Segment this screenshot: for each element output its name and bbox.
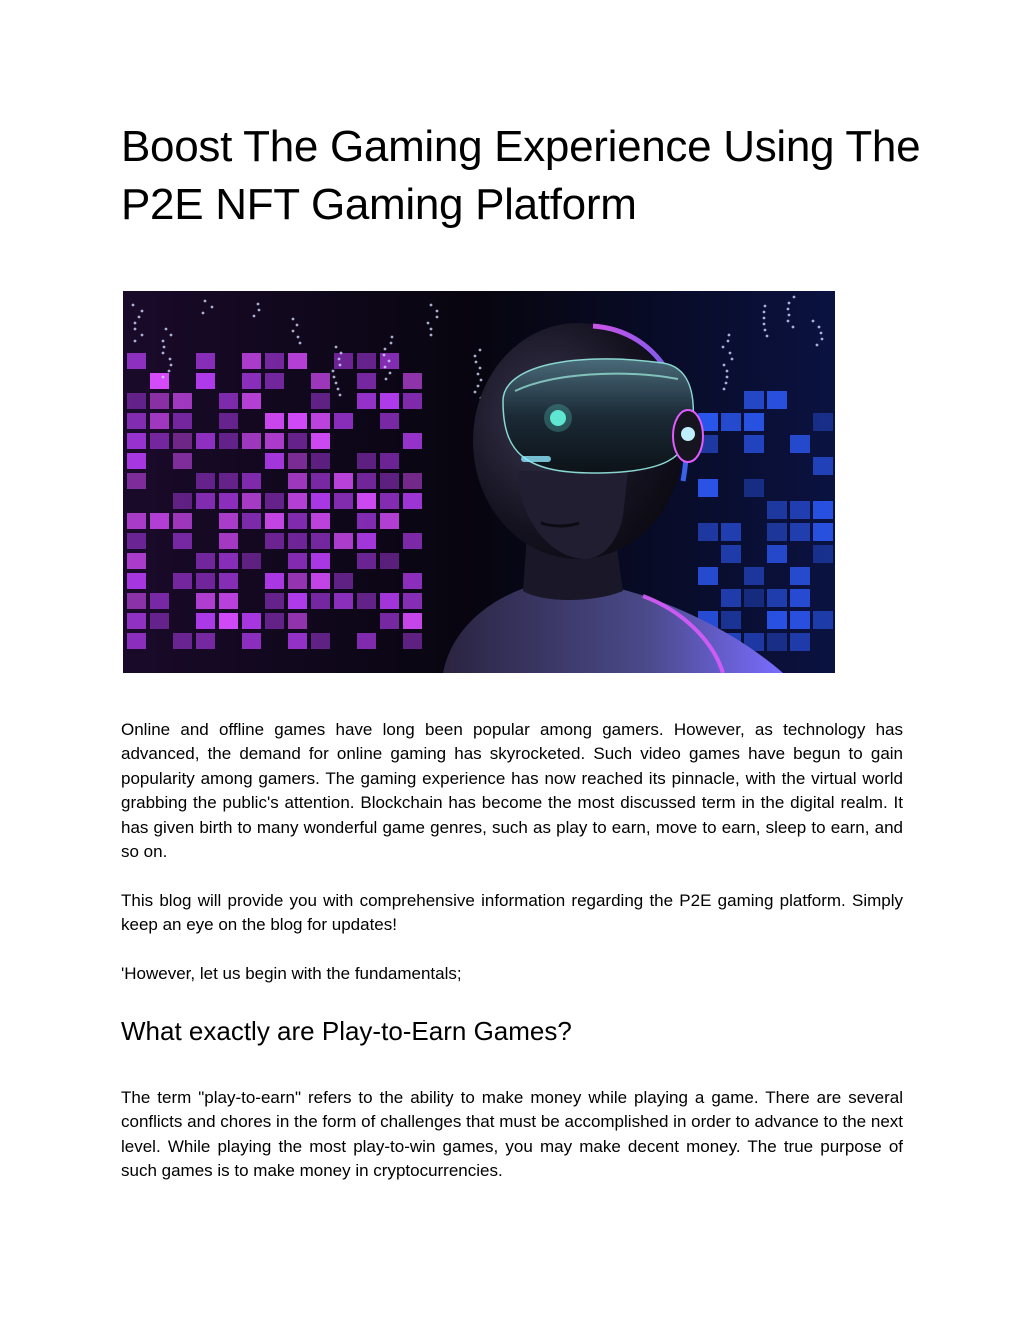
purple-block bbox=[334, 353, 353, 369]
purple-block bbox=[403, 633, 422, 649]
purple-block bbox=[357, 473, 376, 489]
purple-block bbox=[242, 353, 261, 369]
data-dot bbox=[480, 379, 483, 382]
purple-block bbox=[357, 353, 376, 369]
data-dot bbox=[384, 366, 387, 369]
purple-block bbox=[173, 633, 192, 649]
purple-block bbox=[288, 433, 307, 449]
purple-block bbox=[380, 473, 399, 489]
data-dot bbox=[787, 320, 790, 323]
data-dot bbox=[138, 316, 141, 319]
transition-paragraph: 'However, let us begin with the fundamentals; bbox=[121, 964, 462, 983]
purple-block bbox=[265, 533, 284, 549]
blue-block bbox=[813, 501, 833, 519]
purple-block bbox=[265, 593, 284, 609]
data-dot bbox=[474, 355, 477, 358]
purple-block bbox=[242, 473, 261, 489]
data-dot bbox=[788, 302, 791, 305]
data-dot bbox=[391, 336, 394, 339]
purple-block bbox=[403, 433, 422, 449]
purple-block bbox=[357, 553, 376, 569]
purple-block bbox=[311, 433, 330, 449]
data-dot bbox=[388, 360, 391, 363]
data-dot bbox=[383, 354, 386, 357]
purple-block bbox=[127, 533, 146, 549]
purple-block bbox=[311, 513, 330, 529]
purple-block bbox=[127, 413, 146, 429]
purple-block bbox=[265, 373, 284, 389]
data-dot bbox=[204, 300, 207, 303]
data-dot bbox=[818, 326, 821, 329]
blue-block bbox=[767, 589, 787, 607]
hero-image bbox=[123, 291, 835, 673]
data-dot bbox=[477, 385, 480, 388]
purple-block bbox=[196, 373, 215, 389]
purple-block bbox=[173, 433, 192, 449]
blue-block bbox=[813, 457, 833, 475]
purple-block bbox=[173, 393, 192, 409]
data-dot bbox=[340, 352, 343, 355]
purple-block bbox=[173, 493, 192, 509]
purple-block bbox=[196, 613, 215, 629]
purple-block bbox=[127, 473, 146, 489]
data-dot bbox=[763, 323, 766, 326]
data-dot bbox=[763, 311, 766, 314]
data-dot bbox=[296, 324, 299, 327]
purple-block bbox=[242, 613, 261, 629]
purple-block bbox=[288, 473, 307, 489]
data-dot bbox=[792, 326, 795, 329]
blue-block bbox=[813, 545, 833, 563]
purple-block bbox=[357, 533, 376, 549]
data-dot bbox=[427, 322, 430, 325]
purple-block bbox=[403, 373, 422, 389]
data-dot bbox=[339, 394, 342, 397]
purple-block bbox=[242, 433, 261, 449]
data-dot bbox=[766, 335, 769, 338]
purple-block bbox=[311, 413, 330, 429]
purple-block bbox=[150, 613, 169, 629]
purple-block bbox=[219, 493, 238, 509]
purple-block bbox=[334, 593, 353, 609]
data-dot bbox=[338, 358, 341, 361]
purple-block bbox=[403, 393, 422, 409]
purple-block bbox=[311, 553, 330, 569]
blue-block bbox=[813, 413, 833, 431]
purple-block bbox=[242, 373, 261, 389]
purple-block bbox=[127, 553, 146, 569]
blue-block bbox=[813, 523, 833, 541]
blue-block bbox=[790, 501, 810, 519]
blue-block bbox=[744, 589, 764, 607]
purple-block bbox=[265, 613, 284, 629]
data-dot bbox=[390, 342, 393, 345]
data-dot bbox=[134, 328, 137, 331]
data-dot bbox=[385, 378, 388, 381]
purple-block bbox=[196, 353, 215, 369]
data-dot bbox=[299, 342, 302, 345]
page-title: Boost The Gaming Experience Using The P2E NFT Gaming Platform bbox=[121, 122, 921, 229]
blue-block bbox=[790, 589, 810, 607]
data-dot bbox=[335, 382, 338, 385]
purple-block bbox=[127, 353, 146, 369]
purple-block bbox=[173, 513, 192, 529]
purple-block bbox=[173, 413, 192, 429]
purple-block bbox=[334, 493, 353, 509]
data-dot bbox=[430, 334, 433, 337]
data-dot bbox=[436, 310, 439, 313]
purple-block bbox=[150, 393, 169, 409]
purple-block bbox=[334, 533, 353, 549]
purple-block bbox=[288, 353, 307, 369]
blue-block bbox=[721, 589, 741, 607]
purple-block bbox=[219, 513, 238, 529]
purple-block bbox=[288, 453, 307, 469]
purple-block bbox=[380, 593, 399, 609]
purple-block bbox=[265, 353, 284, 369]
purple-block bbox=[219, 533, 238, 549]
purple-block bbox=[265, 493, 284, 509]
purple-block bbox=[380, 413, 399, 429]
purple-block bbox=[334, 413, 353, 429]
purple-block bbox=[127, 573, 146, 589]
data-dot bbox=[479, 367, 482, 370]
data-dot bbox=[821, 338, 824, 341]
purple-block bbox=[357, 393, 376, 409]
data-dot bbox=[339, 364, 342, 367]
blue-block bbox=[721, 523, 741, 541]
purple-block bbox=[196, 493, 215, 509]
purple-block bbox=[196, 433, 215, 449]
purple-block bbox=[127, 433, 146, 449]
data-dot bbox=[475, 361, 478, 364]
purple-block bbox=[219, 593, 238, 609]
data-dot bbox=[729, 352, 732, 355]
data-dot bbox=[162, 376, 165, 379]
purple-block bbox=[311, 473, 330, 489]
blue-block bbox=[698, 523, 718, 541]
data-dot bbox=[820, 332, 823, 335]
purple-block bbox=[265, 573, 284, 589]
purple-block bbox=[173, 453, 192, 469]
data-dot bbox=[726, 376, 729, 379]
purple-block bbox=[196, 473, 215, 489]
data-dot bbox=[132, 304, 135, 307]
data-dot bbox=[763, 317, 766, 320]
purple-block bbox=[311, 533, 330, 549]
purple-block bbox=[196, 593, 215, 609]
vr-headset-illustration bbox=[123, 291, 835, 673]
purple-block bbox=[173, 573, 192, 589]
purple-block bbox=[334, 573, 353, 589]
data-dot bbox=[788, 314, 791, 317]
data-dot bbox=[141, 310, 144, 313]
intro-paragraph: Online and offline games have long been popular among gamers. However, as technology has advanced, the demand for online gaming has skyrocketed. Such video games have begun to gain popularity among gamers. The gaming experience has now reached its pinnacle, with the virtual world grabbing the public's attention. Blockchain has become the most discussed term in the digital realm. It has given birth to many wonderful game genres, such as play to earn, move to earn, sleep to earn, and so on. bbox=[121, 720, 903, 862]
data-dot bbox=[141, 334, 144, 337]
purple-block bbox=[380, 393, 399, 409]
purple-block bbox=[311, 593, 330, 609]
purple-block bbox=[288, 573, 307, 589]
purple-block bbox=[242, 553, 261, 569]
purple-block bbox=[219, 553, 238, 569]
data-dot bbox=[787, 308, 790, 311]
purple-block bbox=[127, 613, 146, 629]
purple-block bbox=[219, 573, 238, 589]
data-dot bbox=[479, 349, 482, 352]
blue-block bbox=[721, 413, 741, 431]
purple-block bbox=[150, 593, 169, 609]
purple-block bbox=[127, 393, 146, 409]
purple-block bbox=[311, 393, 330, 409]
data-dot bbox=[816, 344, 819, 347]
data-dot bbox=[332, 370, 335, 373]
data-dot bbox=[731, 358, 734, 361]
data-dot bbox=[170, 364, 173, 367]
data-dot bbox=[165, 328, 168, 331]
purple-block bbox=[403, 493, 422, 509]
purple-block bbox=[150, 433, 169, 449]
data-dot bbox=[728, 334, 731, 337]
purple-block bbox=[173, 533, 192, 549]
data-dot bbox=[793, 296, 796, 299]
data-dot bbox=[297, 336, 300, 339]
blue-block bbox=[767, 501, 787, 519]
purple-block bbox=[242, 633, 261, 649]
data-dot bbox=[335, 346, 338, 349]
purple-block bbox=[311, 573, 330, 589]
blue-block bbox=[790, 435, 810, 453]
purple-block bbox=[265, 453, 284, 469]
purple-block bbox=[265, 433, 284, 449]
blue-block bbox=[767, 611, 787, 629]
purple-block bbox=[288, 493, 307, 509]
purple-block bbox=[403, 533, 422, 549]
data-dot bbox=[477, 373, 480, 376]
blue-block bbox=[767, 523, 787, 541]
purple-block bbox=[127, 453, 146, 469]
purple-block bbox=[127, 513, 146, 529]
purple-block bbox=[196, 573, 215, 589]
data-dot bbox=[764, 329, 767, 332]
data-dot bbox=[726, 370, 729, 373]
blue-block bbox=[744, 567, 764, 585]
data-dot bbox=[253, 315, 256, 318]
data-dot bbox=[292, 330, 295, 333]
data-dot bbox=[211, 306, 214, 309]
data-dot bbox=[727, 340, 730, 343]
purple-block bbox=[242, 493, 261, 509]
data-dot bbox=[430, 328, 433, 331]
purple-block bbox=[403, 573, 422, 589]
purple-block bbox=[380, 513, 399, 529]
purple-block bbox=[357, 373, 376, 389]
data-dot bbox=[134, 340, 137, 343]
blog-purpose-paragraph: This blog will provide you with comprehensive information regarding the P2E gaming platform. Simply keep an eye on the blog for updates! bbox=[121, 891, 903, 935]
purple-block bbox=[265, 413, 284, 429]
data-dot bbox=[292, 318, 295, 321]
purple-block bbox=[150, 373, 169, 389]
purple-block bbox=[380, 493, 399, 509]
data-dot bbox=[258, 309, 261, 312]
purple-block bbox=[311, 633, 330, 649]
section-paragraph: The term "play-to-earn" refers to the ability to make money while playing a game. There are several conflicts and chores in the form of challenges that must be accomplished in order to advance to the next level. While playing the most play-to-win games, you may make decent money. The true purpose of such games is to make money in cryptocurrencies. bbox=[121, 1088, 903, 1181]
purple-block bbox=[288, 513, 307, 529]
data-dot bbox=[337, 388, 340, 391]
data-dot bbox=[723, 388, 726, 391]
purple-block bbox=[403, 473, 422, 489]
data-dot bbox=[384, 348, 387, 351]
purple-block bbox=[357, 633, 376, 649]
data-dot bbox=[389, 372, 392, 375]
purple-block bbox=[127, 593, 146, 609]
purple-block bbox=[219, 473, 238, 489]
purple-block bbox=[380, 453, 399, 469]
data-dot bbox=[169, 358, 172, 361]
data-dot bbox=[163, 346, 166, 349]
purple-block bbox=[357, 493, 376, 509]
data-dot bbox=[436, 316, 439, 319]
data-dot bbox=[257, 303, 260, 306]
blue-block bbox=[744, 479, 764, 497]
blue-block bbox=[790, 567, 810, 585]
data-dot bbox=[333, 376, 336, 379]
purple-block bbox=[288, 633, 307, 649]
data-dot bbox=[474, 391, 477, 394]
purple-block bbox=[196, 553, 215, 569]
purple-block bbox=[380, 553, 399, 569]
purple-block bbox=[288, 613, 307, 629]
blue-block bbox=[744, 413, 764, 431]
purple-block bbox=[357, 593, 376, 609]
blue-block bbox=[790, 611, 810, 629]
purple-block bbox=[242, 393, 261, 409]
data-dot bbox=[764, 305, 767, 308]
data-dot bbox=[723, 364, 726, 367]
data-dot bbox=[722, 346, 725, 349]
purple-block bbox=[219, 433, 238, 449]
blue-block bbox=[790, 523, 810, 541]
purple-block bbox=[150, 413, 169, 429]
purple-block bbox=[219, 393, 238, 409]
purple-block bbox=[403, 593, 422, 609]
purple-block bbox=[265, 513, 284, 529]
blue-block bbox=[721, 611, 741, 629]
blue-block bbox=[767, 545, 787, 563]
purple-block bbox=[403, 613, 422, 629]
data-dot bbox=[202, 312, 205, 315]
purple-block bbox=[288, 533, 307, 549]
purple-block bbox=[288, 553, 307, 569]
purple-block bbox=[219, 613, 238, 629]
blue-block bbox=[813, 611, 833, 629]
blue-block bbox=[767, 391, 787, 409]
purple-block bbox=[196, 633, 215, 649]
blue-block bbox=[744, 435, 764, 453]
purple-block bbox=[242, 513, 261, 529]
purple-block bbox=[311, 493, 330, 509]
purple-block bbox=[127, 633, 146, 649]
data-dot bbox=[162, 340, 165, 343]
section-heading: What exactly are Play-to-Earn Games? bbox=[121, 1016, 572, 1046]
purple-block bbox=[311, 453, 330, 469]
blue-block bbox=[721, 545, 741, 563]
blue-block bbox=[698, 567, 718, 585]
data-dot bbox=[162, 352, 165, 355]
data-dot bbox=[134, 322, 137, 325]
blue-block bbox=[790, 633, 810, 651]
purple-block bbox=[311, 373, 330, 389]
data-dot bbox=[170, 334, 173, 337]
data-dot bbox=[812, 320, 815, 323]
data-dot bbox=[725, 382, 728, 385]
purple-block bbox=[219, 413, 238, 429]
purple-block bbox=[288, 593, 307, 609]
purple-block bbox=[334, 473, 353, 489]
data-dot bbox=[430, 304, 433, 307]
purple-block bbox=[150, 513, 169, 529]
purple-block bbox=[380, 613, 399, 629]
blue-block bbox=[744, 391, 764, 409]
purple-block bbox=[357, 513, 376, 529]
purple-block bbox=[288, 413, 307, 429]
data-dot bbox=[168, 370, 171, 373]
purple-block bbox=[357, 453, 376, 469]
blue-block bbox=[767, 633, 787, 651]
blue-block bbox=[698, 479, 718, 497]
